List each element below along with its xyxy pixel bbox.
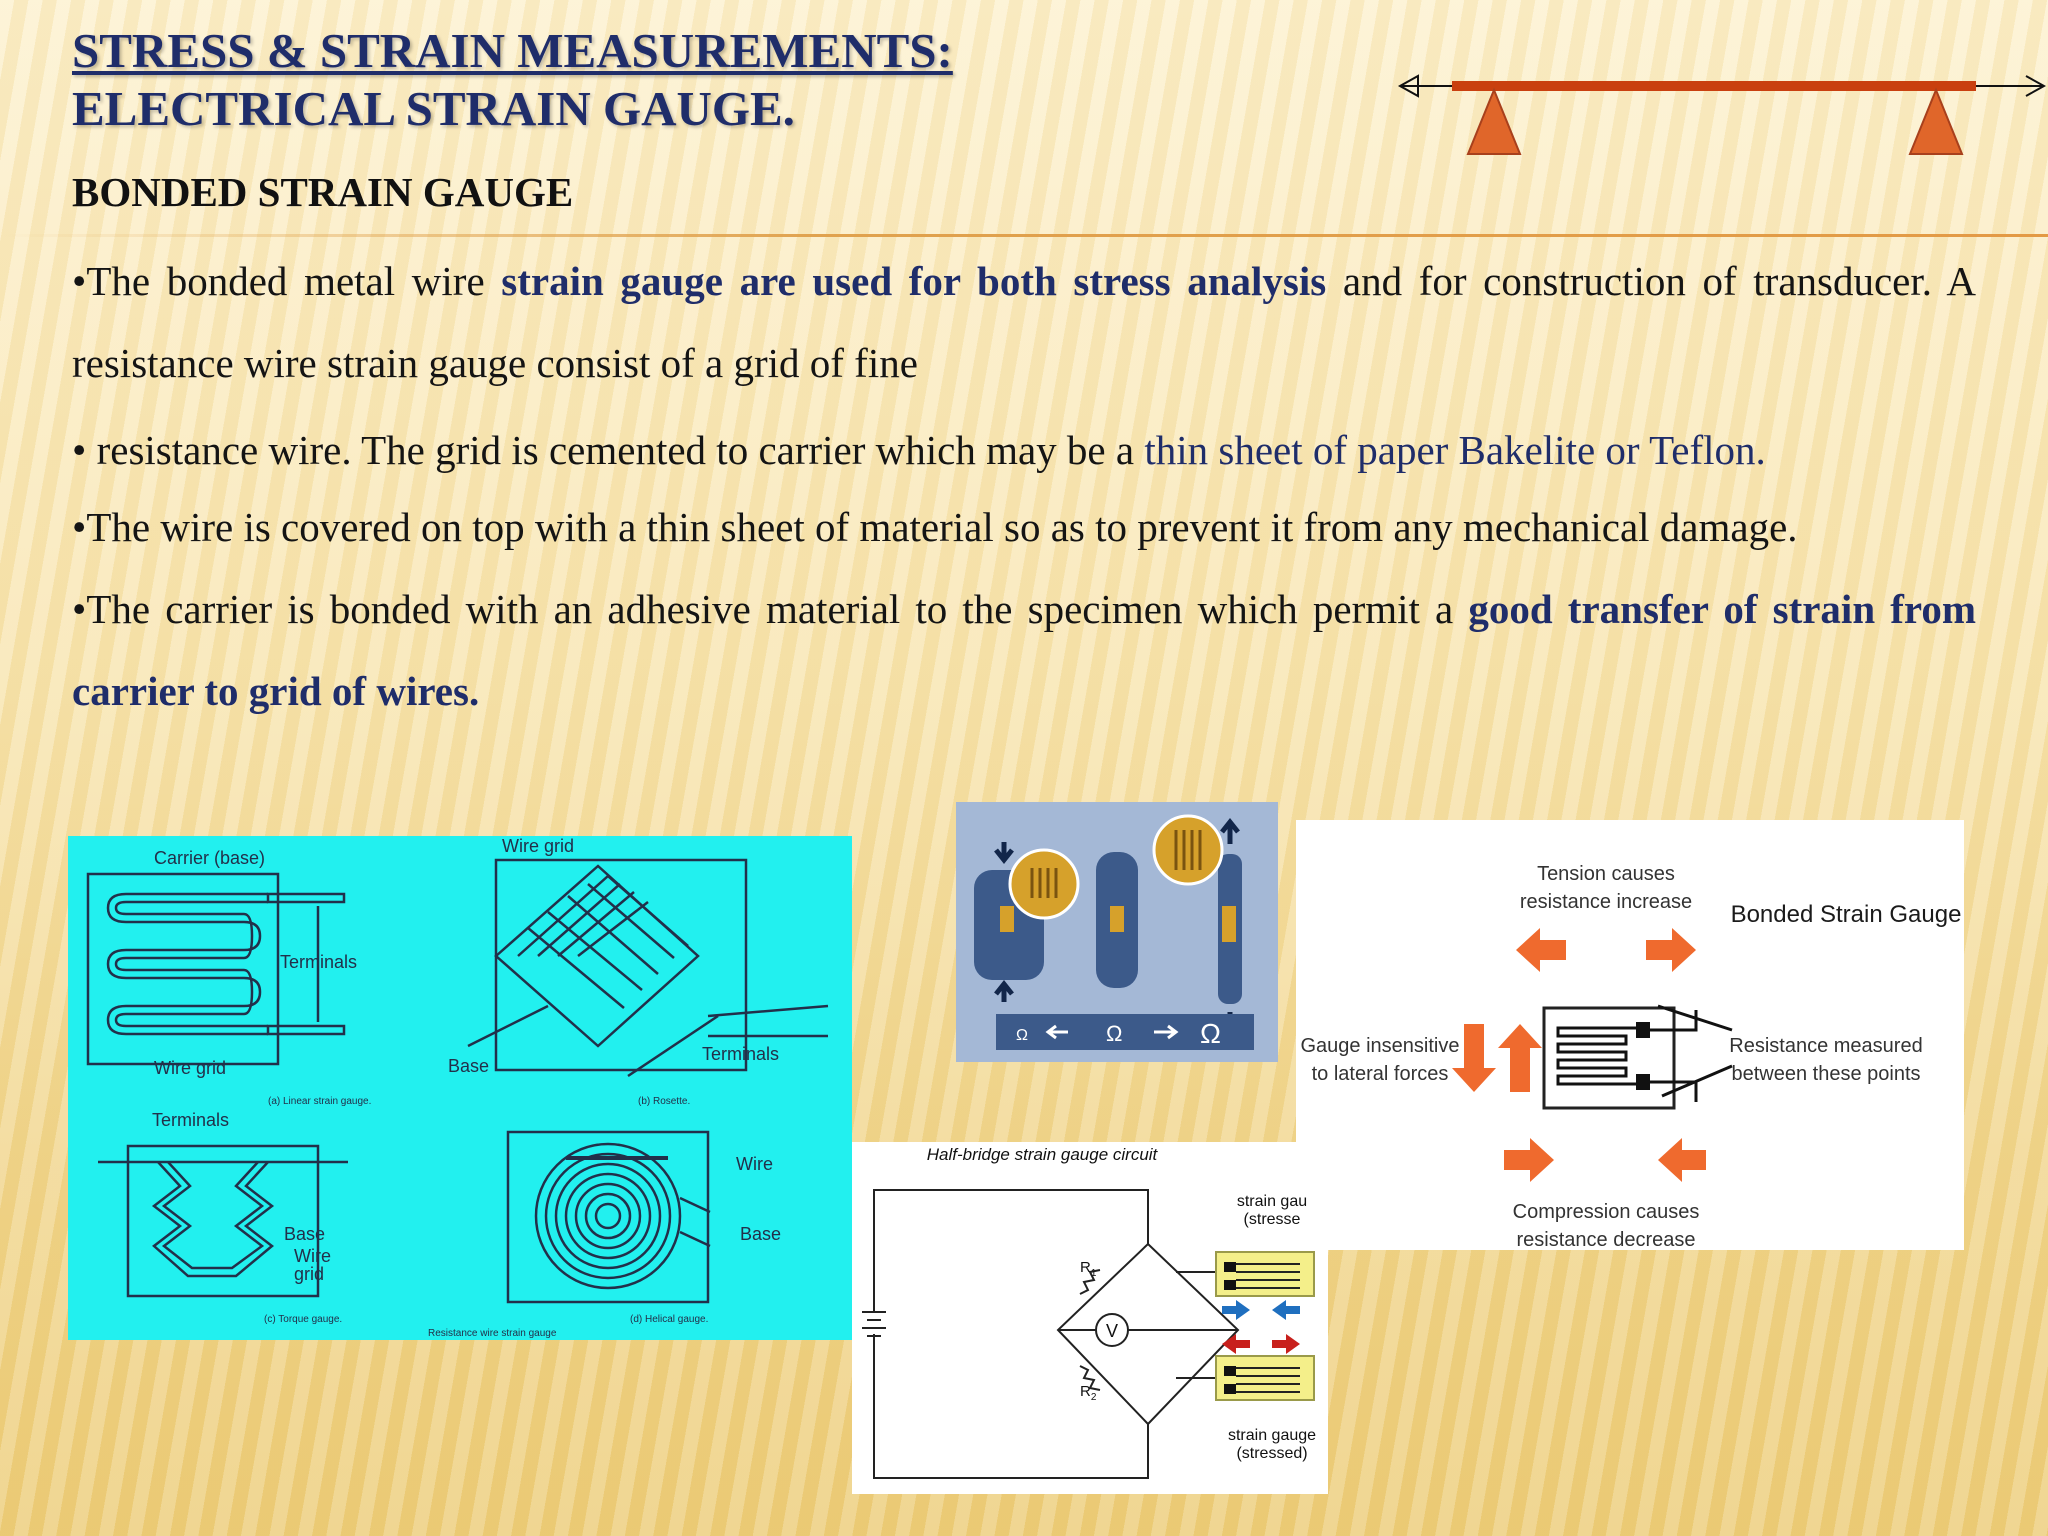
title-line-1: STRESS & STRAIN MEASUREMENTS: [72, 23, 953, 78]
label-lateral-1: Gauge insensitive [1300, 1035, 1460, 1057]
caption-a: (a) Linear strain gauge. [268, 1096, 372, 1107]
label-carrier-base: Carrier (base) [154, 848, 266, 868]
label-wire-grid-c1: Wire [294, 1246, 331, 1266]
label-base-b: Base [448, 1056, 490, 1076]
caption-b: (b) Rosette. [638, 1096, 691, 1107]
zoom-circle-left [1010, 850, 1078, 918]
label-tension-2: resistance increase [1519, 891, 1693, 913]
label-wire-grid-c2: grid [294, 1264, 325, 1284]
label-gauge-top-1: strain gau [1236, 1193, 1308, 1210]
paragraph-3: •The wire is covered on top with a thin sheet of material so as to prevent it from any mechanical damage. [72, 504, 1798, 550]
half-bridge-title: Half-bridge strain gauge circuit [926, 1145, 1158, 1164]
omega-medium: Ω [1106, 1021, 1123, 1046]
slide-title [72, 22, 953, 138]
label-terminals-b: Terminals [702, 1044, 780, 1064]
support-left [1468, 90, 1520, 154]
omega-small: Ω [1016, 1027, 1028, 1044]
voltmeter-label: V [1105, 1321, 1119, 1341]
beam-bar [1452, 81, 1976, 91]
figure-bonded-strain-gauge [1296, 820, 1964, 1250]
label-measured-1: Resistance measured [1729, 1035, 1923, 1057]
label-r1: $R_1$ [1080, 1259, 1097, 1279]
label-wire-d: Wire [736, 1154, 773, 1174]
label-terminals-c: Terminals [152, 1110, 230, 1130]
paragraph-4: •The carrier is bonded with an adhesive material to the specimen which permit a good transfer of strain from carrier to grid of wires. [72, 586, 1977, 714]
label-gauge-bottom-2: (stressed) [1236, 1445, 1308, 1462]
paragraph-2: • resistance wire. The grid is cemented to carrier which may be a thin sheet of paper Bakelite or Teflon. [72, 427, 1766, 473]
label-terminals-a: Terminals [280, 952, 358, 972]
label-wire-grid-a: Wire grid [154, 1058, 227, 1078]
highlight-carrier-materials: thin sheet of paper Bakelite or Teflon. [1144, 427, 1766, 473]
support-right [1910, 90, 1962, 154]
label-base-c: Base [284, 1224, 326, 1244]
label-base-d: Base [740, 1224, 782, 1244]
label-compression-1: Compression causes [1512, 1201, 1700, 1223]
figure-specimen-illustration [956, 802, 1278, 1062]
figure-half-bridge-circuit [852, 1142, 1328, 1494]
label-r2: $R_2$ [1080, 1383, 1097, 1403]
section-subtitle: BONDED STRAIN GAUGE [72, 169, 574, 215]
label-tension-1: Tension causes [1537, 863, 1675, 885]
paragraph-1: •The bonded metal wire strain gauge are used for both stress analysis and for construction of transducer. A resistance wire strain gauge consist of a grid of fine [72, 258, 1977, 386]
label-lateral-2: to lateral forces [1311, 1063, 1449, 1085]
caption-c: (c) Torque gauge. [264, 1314, 343, 1325]
label-wire-grid-rosette: Wire grid [502, 836, 575, 856]
label-gauge-top-2: (stresse [1243, 1211, 1301, 1228]
bonded-gauge-title: Bonded Strain Gauge [1730, 901, 1962, 928]
zoom-circle-right [1154, 816, 1222, 884]
body-text [72, 240, 1976, 732]
label-compression-2: resistance decrease [1516, 1229, 1696, 1250]
beam-decoration [1396, 62, 2048, 162]
title-line-2: ELECTRICAL STRAIN GAUGE. [72, 81, 795, 136]
omega-large: Ω [1200, 1018, 1221, 1049]
highlight-stress-analysis: strain gauge are used for both stress analysis [501, 258, 1327, 304]
label-gauge-bottom-1: strain gauge [1227, 1427, 1317, 1444]
label-measured-2: between these points [1731, 1063, 1921, 1085]
highlight-strain-transfer: good transfer of strain from carrier to grid of wires. [72, 586, 1977, 714]
caption-resistance-wire: Resistance wire strain gauge [428, 1328, 557, 1339]
caption-d: (d) Helical gauge. [630, 1314, 709, 1325]
gauge-carrier [1544, 1008, 1674, 1108]
figure-resistance-wire-gauges [68, 836, 852, 1340]
header-divider [0, 234, 2048, 237]
